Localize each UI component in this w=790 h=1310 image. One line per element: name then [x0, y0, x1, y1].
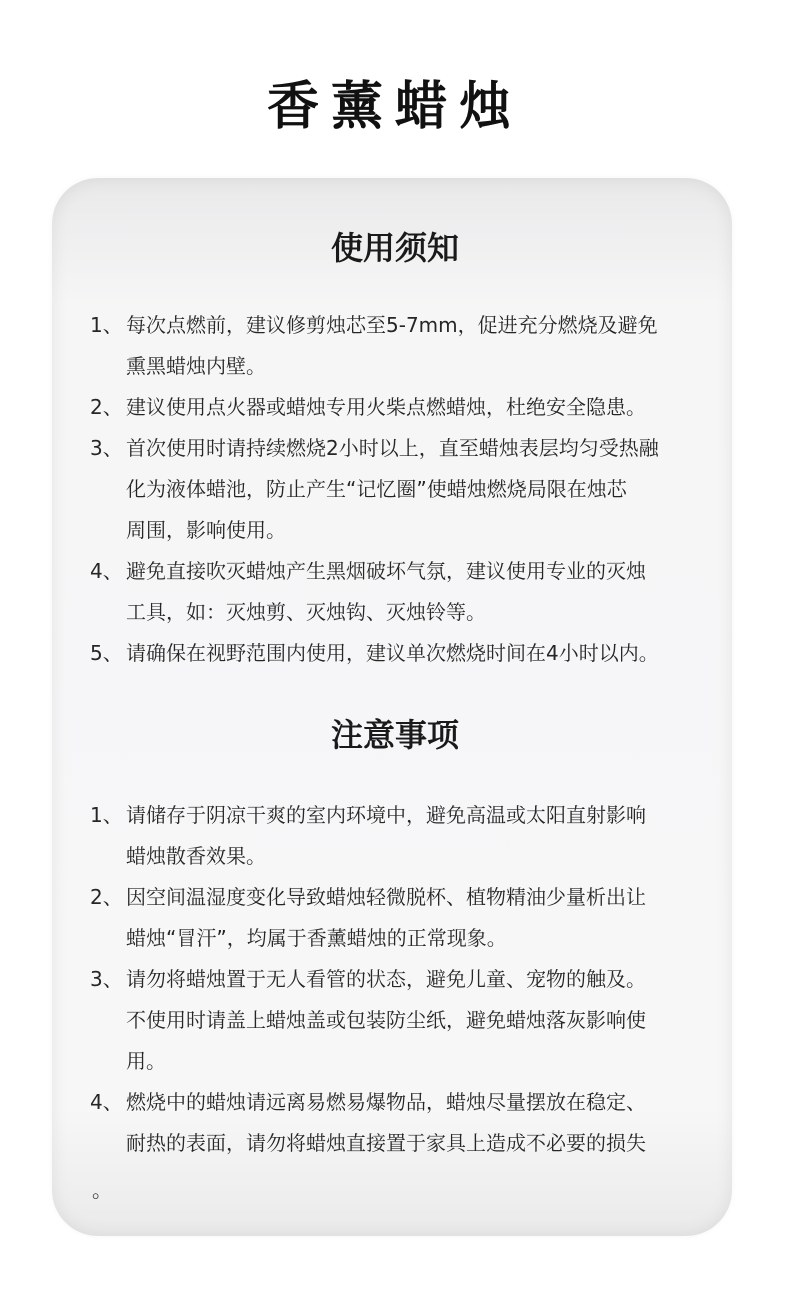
list-item — [90, 551, 710, 633]
trailing-punctuation: 。 — [92, 1178, 112, 1202]
item-number: 3、 — [90, 967, 123, 991]
item-text: 不使用时请盖上蜡烛盖或包装防尘纸，避免蜡烛落灰影响使 — [126, 1008, 646, 1032]
item-text: 周围，影响使用。 — [126, 518, 286, 542]
item-number: 1、 — [90, 803, 123, 827]
item-text: 耐热的表面，请勿将蜡烛直接置于家具上造成不必要的损失 — [126, 1131, 646, 1155]
item-text: 因空间温湿度变化导致蜡烛轻微脱杯、植物精油少量析出让 — [126, 885, 646, 909]
item-text: 用。 — [126, 1049, 166, 1073]
list-item — [90, 1082, 710, 1164]
list-item — [90, 959, 710, 1082]
item-text: 首次使用时请持续燃烧2小时以上，直至蜡烛表层均匀受热融 — [126, 436, 659, 460]
item-text: 蜡烛散香效果。 — [126, 844, 266, 868]
item-text: 建议使用点火器或蜡烛专用火柴点燃蜡烛，杜绝安全隐患。 — [126, 395, 646, 419]
notice-list — [90, 795, 710, 1164]
item-text: 工具，如：灭烛剪、灭烛钩、灭烛铃等。 — [126, 600, 486, 624]
item-number: 3、 — [90, 436, 123, 460]
usage-list — [90, 305, 710, 674]
list-item — [90, 633, 710, 674]
item-number: 4、 — [90, 559, 123, 583]
item-text: 请储存于阴凉干爽的室内环境中，避免高温或太阳直射影响 — [126, 803, 646, 827]
item-number: 5、 — [90, 641, 123, 665]
notice-heading: 注意事项 — [330, 716, 459, 754]
item-text: 化为液体蜡池，防止产生“记忆圈”使蜡烛燃烧局限在烛芯 — [126, 477, 627, 501]
list-item — [90, 305, 710, 387]
item-text: 燃烧中的蜡烛请远离易燃易爆物品，蜡烛尽量摆放在稳定、 — [126, 1090, 646, 1114]
page-title: 香薰蜡烛 — [266, 76, 523, 137]
item-text: 蜡烛“冒汗”，均属于香薰蜡烛的正常现象。 — [126, 926, 507, 950]
list-item — [90, 387, 710, 428]
item-text: 请勿将蜡烛置于无人看管的状态，避免儿童、宠物的触及。 — [126, 967, 646, 991]
usage-heading: 使用须知 — [330, 229, 459, 267]
item-number: 2、 — [90, 885, 123, 909]
list-item — [90, 428, 710, 551]
item-text: 避免直接吹灭蜡烛产生黑烟破坏气氛，建议使用专业的灭烛 — [126, 559, 646, 583]
item-number: 1、 — [90, 313, 123, 337]
list-item — [90, 877, 710, 959]
item-text: 请确保在视野范围内使用，建议单次燃烧时间在4小时以内。 — [126, 641, 659, 665]
list-item — [90, 795, 710, 877]
item-number: 4、 — [90, 1090, 123, 1114]
item-text: 熏黑蜡烛内壁。 — [126, 354, 266, 378]
item-text: 每次点燃前，建议修剪烛芯至5-7mm，促进充分燃烧及避免 — [126, 313, 658, 337]
item-number: 2、 — [90, 395, 123, 419]
